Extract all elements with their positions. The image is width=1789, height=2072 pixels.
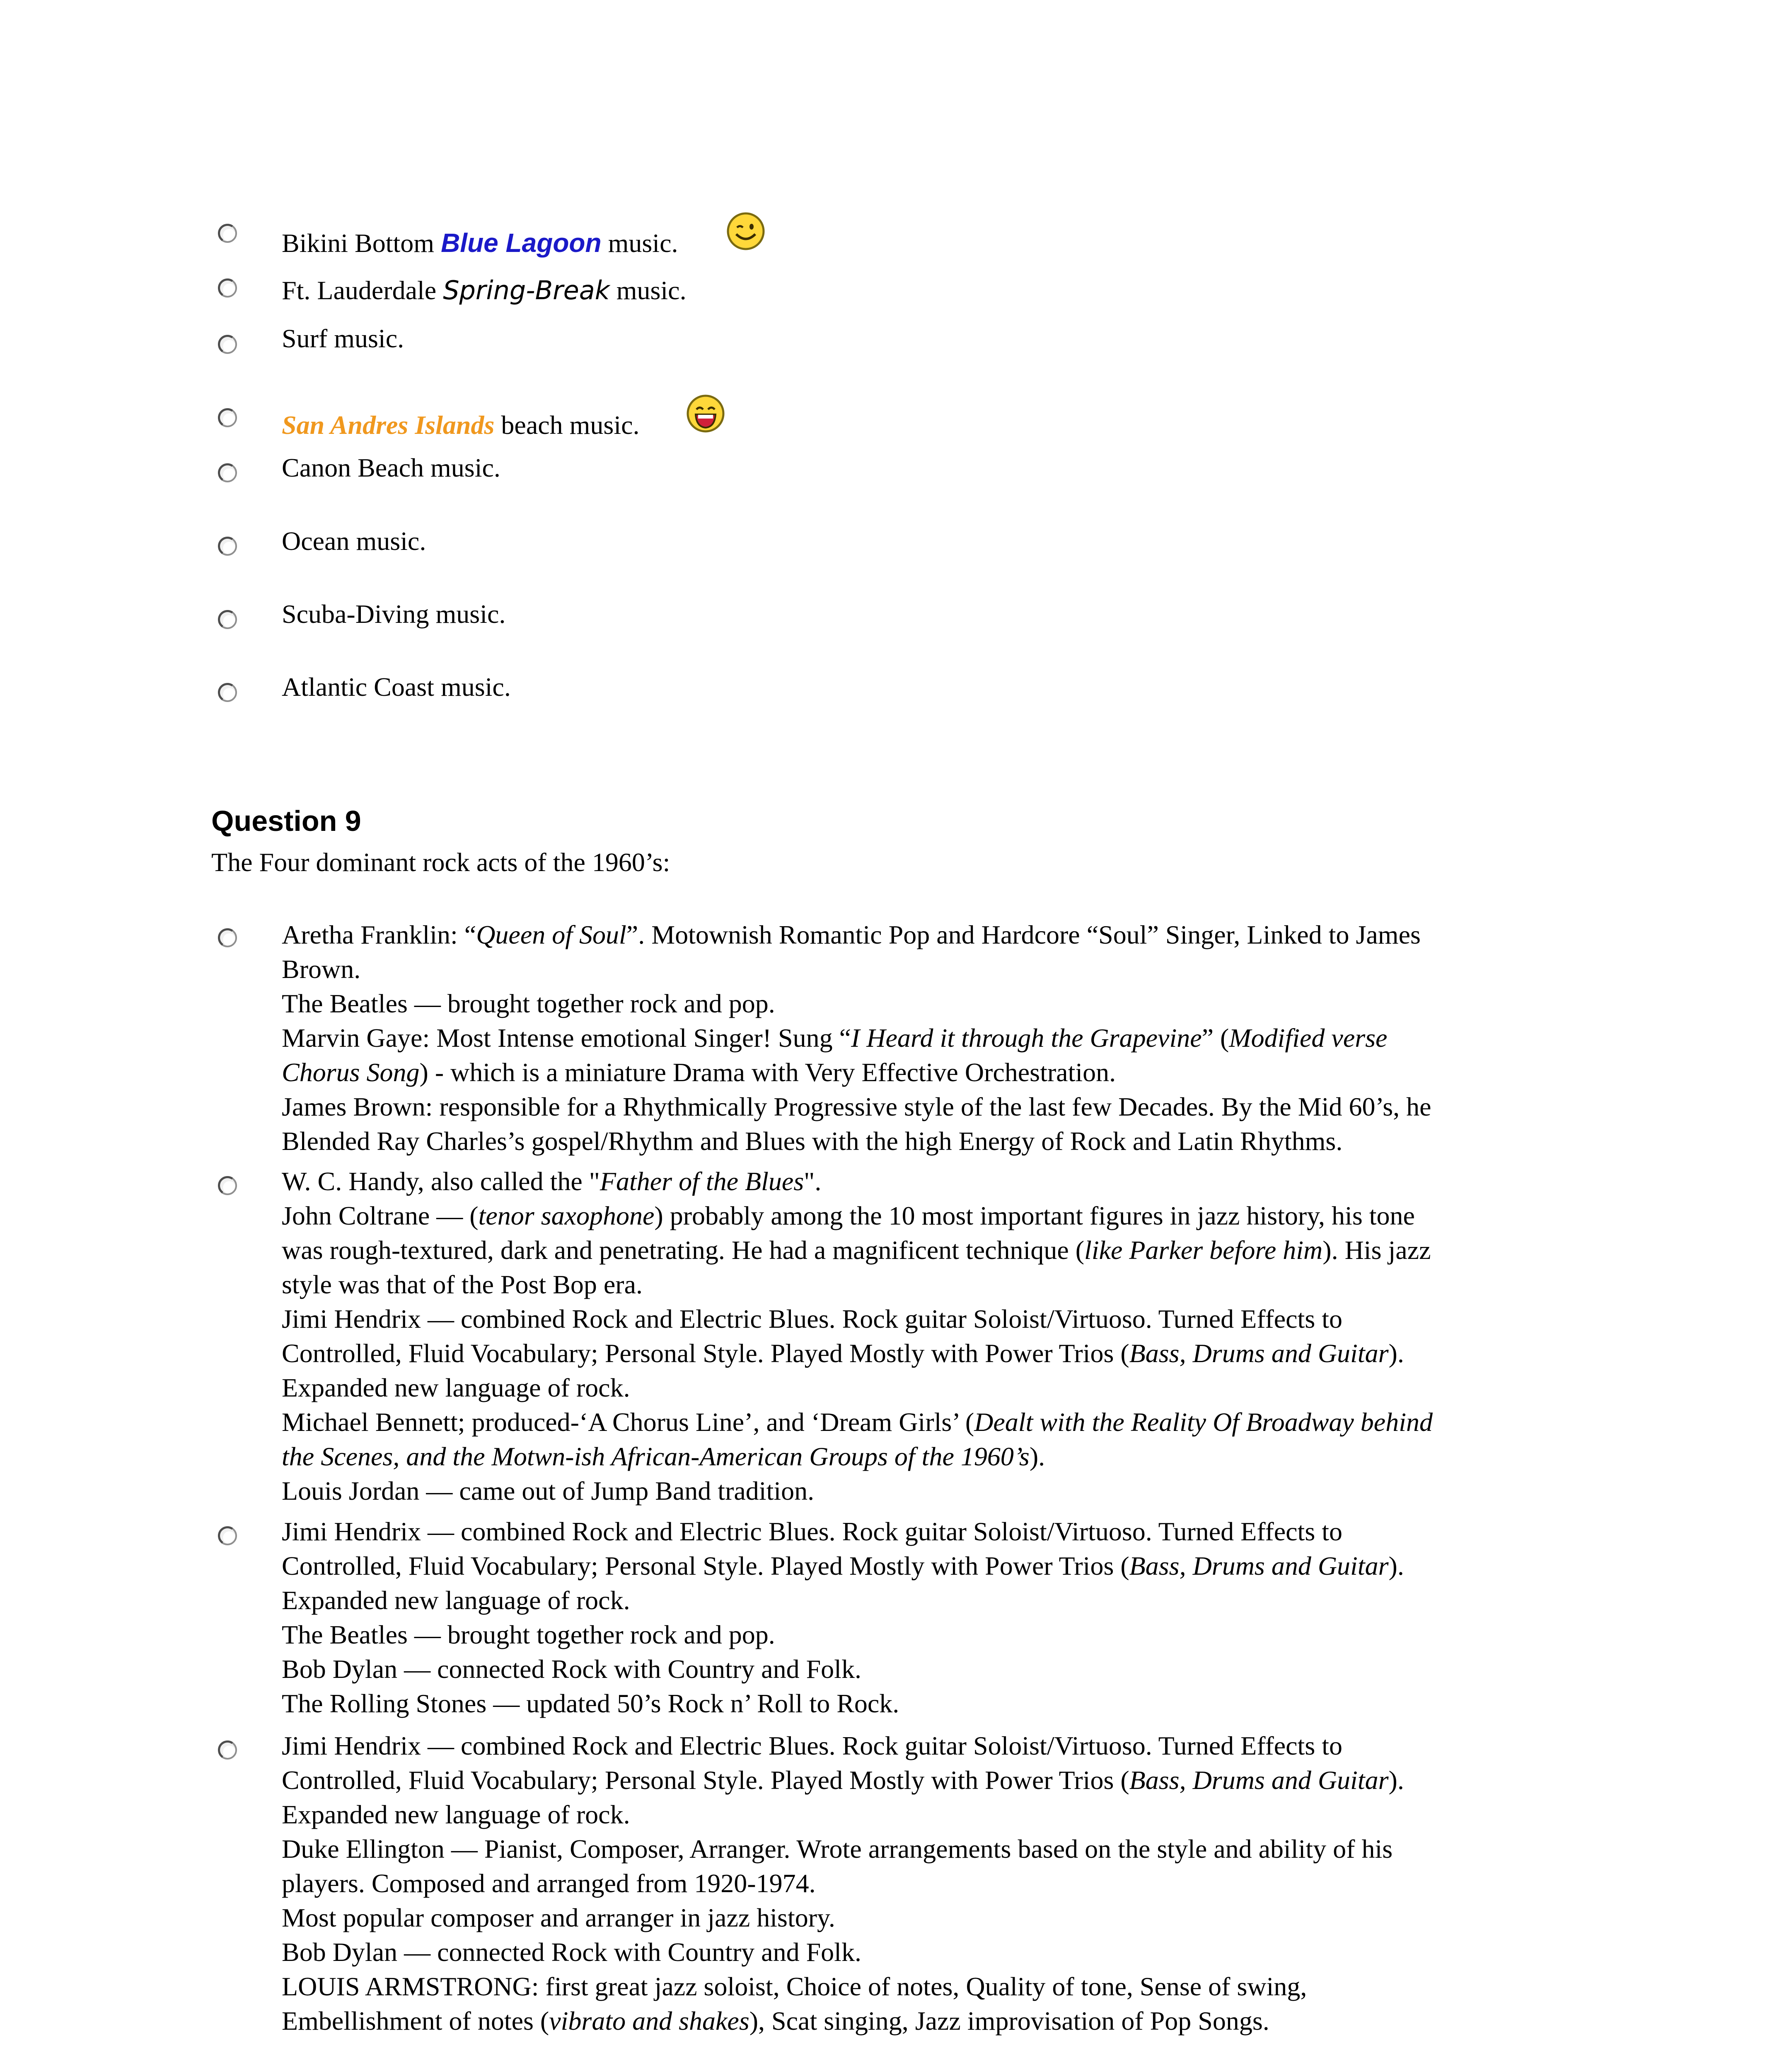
radio-option-3[interactable] bbox=[218, 335, 237, 354]
answer-line: The Beatles — brought together rock and pop. bbox=[282, 989, 775, 1018]
answer-line: Duke Ellington — Pianist, Composer, Arranger. Wrote arrangements based on the style and ability of his bbox=[282, 1834, 1393, 1864]
answer-line: Expanded new language of rock. bbox=[282, 1585, 630, 1615]
answer-line: The Beatles — brought together rock and pop. bbox=[282, 1620, 775, 1649]
option-1-text: Bikini Bottom bbox=[282, 228, 441, 258]
answer-line: John Coltrane — (tenor saxophone) probably among the 10 most important figures in jazz history, his tone bbox=[282, 1201, 1415, 1230]
answer-line: style was that of the Post Bop era. bbox=[282, 1270, 643, 1299]
radio-option-1[interactable] bbox=[218, 224, 237, 243]
radio-option-7[interactable] bbox=[218, 610, 237, 629]
radio-answer-a[interactable] bbox=[218, 928, 237, 947]
option-2-text: Ft. Lauderdale bbox=[282, 276, 443, 305]
wink-smiley-icon bbox=[726, 211, 766, 251]
radio-answer-b[interactable] bbox=[218, 1176, 237, 1195]
answer-line: Jimi Hendrix — combined Rock and Electric Blues. Rock guitar Soloist/Virtuoso. Turned Effects to bbox=[282, 1517, 1342, 1546]
answer-line: Bob Dylan — connected Rock with Country and Folk. bbox=[282, 1937, 861, 1967]
answer-line: Jimi Hendrix — combined Rock and Electric Blues. Rock guitar Soloist/Virtuoso. Turned Effects to bbox=[282, 1731, 1342, 1760]
laughing-smiley-icon bbox=[686, 394, 725, 433]
answer-b-text bbox=[282, 1164, 1574, 1508]
answer-line: Most popular composer and arranger in jazz history. bbox=[282, 1903, 835, 1932]
answer-line: Embellishment of notes (vibrato and shakes), Scat singing, Jazz improvisation of Pop Songs. bbox=[282, 2006, 1269, 2036]
option-5-label: Canon Beach music. bbox=[282, 453, 500, 482]
answer-line: Controlled, Fluid Vocabulary; Personal Style. Played Mostly with Power Trios (Bass, Drums and Guitar). bbox=[282, 1765, 1404, 1795]
option-2-label bbox=[282, 274, 687, 307]
answer-line: Bob Dylan — connected Rock with Country and Folk. bbox=[282, 1654, 861, 1684]
option-7-label: Scuba-Diving music. bbox=[282, 599, 506, 629]
option-3-label: Surf music. bbox=[282, 324, 404, 353]
answer-line: Chorus Song) - which is a miniature Drama with Very Effective Orchestration. bbox=[282, 1058, 1116, 1087]
radio-option-5[interactable] bbox=[218, 463, 237, 482]
question-prompt: The Four dominant rock acts of the 1960’s: bbox=[211, 847, 670, 877]
answer-line: Controlled, Fluid Vocabulary; Personal Style. Played Mostly with Power Trios (Bass, Drums and Guitar). bbox=[282, 1551, 1404, 1581]
option-2-emphasis: Spring-Break bbox=[443, 275, 610, 305]
answer-line: Jimi Hendrix — combined Rock and Electric Blues. Rock guitar Soloist/Virtuoso. Turned Effects to bbox=[282, 1304, 1342, 1334]
answer-a-text bbox=[282, 918, 1574, 1159]
option-6-label: Ocean music. bbox=[282, 526, 426, 556]
answer-line: The Rolling Stones — updated 50’s Rock n’ Roll to Rock. bbox=[282, 1689, 899, 1718]
answer-line: was rough-textured, dark and penetrating. He had a magnificent technique (like Parker before him). His jazz bbox=[282, 1235, 1431, 1265]
radio-option-8[interactable] bbox=[218, 683, 237, 702]
answer-line: Brown. bbox=[282, 954, 361, 984]
option-2-suffix: music. bbox=[609, 276, 687, 305]
answer-line: Aretha Franklin: “Queen of Soul”. Motownish Romantic Pop and Hardcore “Soul” Singer, Linked to James bbox=[282, 920, 1421, 949]
option-4-suffix: beach music. bbox=[494, 410, 640, 440]
answer-line: James Brown: responsible for a Rhythmically Progressive style of the last few Decades. By the Mid 60’s, he bbox=[282, 1092, 1431, 1121]
answer-line: Louis Jordan — came out of Jump Band tradition. bbox=[282, 1476, 815, 1506]
radio-answer-c[interactable] bbox=[218, 1526, 237, 1545]
option-4-label bbox=[282, 408, 640, 442]
radio-answer-d[interactable] bbox=[218, 1740, 237, 1760]
option-1-suffix: music. bbox=[601, 228, 678, 258]
option-8-label: Atlantic Coast music. bbox=[282, 672, 511, 702]
radio-option-6[interactable] bbox=[218, 537, 237, 556]
answer-c-text bbox=[282, 1515, 1574, 1721]
answer-line: Blended Ray Charles’s gospel/Rhythm and Blues with the high Energy of Rock and Latin Rhythms. bbox=[282, 1126, 1343, 1156]
answer-line: LOUIS ARMSTRONG: first great jazz soloist, Choice of notes, Quality of tone, Sense of swing, bbox=[282, 1972, 1307, 2001]
answer-line: Expanded new language of rock. bbox=[282, 1800, 630, 1829]
radio-option-2[interactable] bbox=[218, 278, 237, 298]
answer-d-text bbox=[282, 1729, 1574, 2038]
answer-line: players. Composed and arranged from 1920-1974. bbox=[282, 1869, 816, 1898]
option-4-emphasis: San Andres Islands bbox=[282, 410, 495, 440]
answer-line: Marvin Gaye: Most Intense emotional Singer! Sung “I Heard it through the Grapevine” (Modified verse bbox=[282, 1023, 1388, 1053]
radio-option-4[interactable] bbox=[218, 408, 237, 427]
question-title: Question 9 bbox=[211, 805, 361, 837]
answer-line: Controlled, Fluid Vocabulary; Personal Style. Played Mostly with Power Trios (Bass, Drums and Guitar). bbox=[282, 1339, 1404, 1368]
option-1-label bbox=[282, 226, 678, 260]
answer-line: Expanded new language of rock. bbox=[282, 1373, 630, 1402]
answer-line: Michael Bennett; produced-‘A Chorus Line’, and ‘Dream Girls’ (Dealt with the Reality Of Broadway behind bbox=[282, 1407, 1433, 1437]
answer-line: W. C. Handy, also called the "Father of the Blues". bbox=[282, 1167, 822, 1196]
option-1-emphasis: Blue Lagoon bbox=[441, 228, 602, 258]
answer-line: the Scenes, and the Motwn-ish African-American Groups of the 1960’s). bbox=[282, 1442, 1045, 1471]
